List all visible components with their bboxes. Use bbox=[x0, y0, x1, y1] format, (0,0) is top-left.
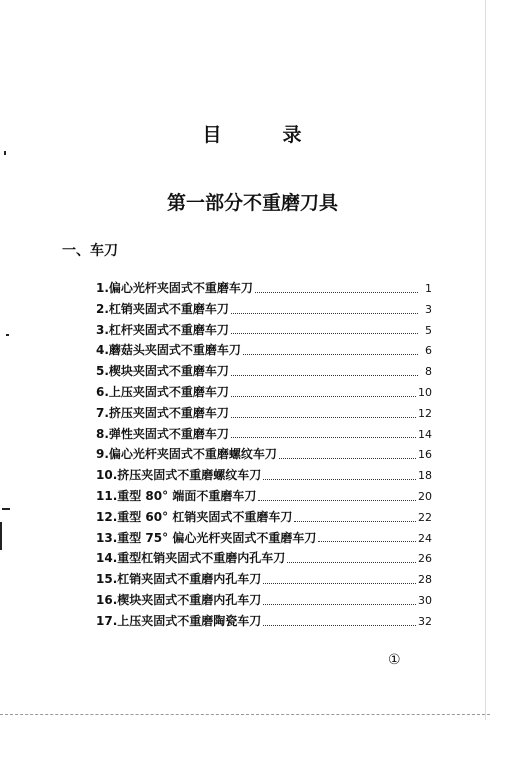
toc-leader-dots bbox=[263, 583, 416, 584]
toc-entry-page: 26 bbox=[418, 552, 432, 566]
toc-leader-dots bbox=[318, 541, 416, 542]
toc-leader-dots bbox=[243, 354, 418, 355]
toc-leader-dots bbox=[231, 417, 416, 418]
toc-leader-dots bbox=[231, 437, 416, 438]
toc-entry-label: 17.上压夹固式不重磨陶瓷车刀 bbox=[96, 613, 262, 628]
toc-entry-page: 3 bbox=[425, 302, 432, 316]
toc-entry-label: 9.偏心光杆夹固式不重磨螺纹车刀 bbox=[96, 447, 277, 462]
toc-entry-page: 8 bbox=[425, 365, 432, 379]
toc-entry-label: 1.偏心光杆夹固式不重磨车刀 bbox=[96, 281, 253, 295]
title-char-left: 目 bbox=[202, 124, 223, 146]
toc-entry-label: 2.杠销夹固式不重磨车刀 bbox=[96, 301, 229, 316]
scan-edge-right bbox=[485, 0, 486, 720]
page-number: ① bbox=[388, 652, 401, 668]
part-title: 第一部分不重磨刀具 bbox=[166, 192, 338, 214]
toc-entry-page: 18 bbox=[418, 469, 432, 483]
toc-entry-page: 10 bbox=[418, 385, 432, 399]
toc-entry-label: 13.重型 75° 偏心光杆夹固式不重磨车刀 bbox=[96, 530, 317, 545]
toc-leader-dots bbox=[258, 500, 416, 501]
toc-entry bbox=[96, 591, 432, 612]
toc-entry-label: 14.重型杠销夹固式不重磨内孔车刀 bbox=[96, 551, 286, 566]
toc-entry-label: 6.上压夹固式不重磨车刀 bbox=[96, 384, 229, 399]
scan-speck bbox=[4, 151, 6, 155]
toc-entry-label: 10.挤压夹固式不重磨螺纹车刀 bbox=[96, 468, 262, 483]
toc-entry bbox=[96, 321, 432, 342]
toc-entry bbox=[96, 362, 432, 383]
title-char-right: 录 bbox=[282, 124, 303, 146]
toc-entry-page: 6 bbox=[425, 344, 432, 358]
toc-entry-label: 3.杠杆夹固式不重磨车刀 bbox=[96, 322, 229, 337]
toc-entry-label: 11.重型 80° 端面不重磨车刀 bbox=[96, 488, 257, 503]
toc-entry-label: 8.弹性夹固式不重磨车刀 bbox=[96, 426, 229, 441]
toc-leader-dots bbox=[231, 396, 416, 397]
toc-entry bbox=[96, 404, 432, 425]
scan-edge-line bbox=[0, 714, 490, 715]
toc-leader-dots bbox=[255, 292, 418, 293]
toc-leader-dots bbox=[263, 479, 416, 480]
scan-speck bbox=[2, 508, 10, 510]
toc-leader-dots bbox=[231, 333, 418, 334]
toc-entry-page: 20 bbox=[418, 489, 432, 503]
table-of-contents bbox=[96, 279, 432, 633]
toc-entry-label: 16.楔块夹固式不重磨内孔车刀 bbox=[96, 592, 262, 607]
toc-leader-dots bbox=[263, 625, 416, 626]
toc-entry-page: 22 bbox=[418, 510, 432, 524]
toc-entry-label: 5.楔块夹固式不重磨车刀 bbox=[96, 364, 229, 379]
section-title: 一、车刀 bbox=[62, 243, 118, 259]
toc-entry-page: 1 bbox=[425, 282, 432, 295]
toc-leader-dots bbox=[263, 604, 416, 605]
toc-entry-label: 7.挤压夹固式不重磨车刀 bbox=[96, 405, 229, 420]
toc-entry bbox=[96, 612, 432, 633]
toc-entry bbox=[96, 487, 432, 508]
scan-edge-mark bbox=[0, 522, 2, 550]
toc-entry bbox=[96, 445, 432, 466]
toc-leader-dots bbox=[287, 562, 416, 563]
toc-entry-page: 32 bbox=[418, 614, 432, 628]
toc-leader-dots bbox=[279, 458, 416, 459]
page-title bbox=[0, 120, 505, 147]
toc-entry bbox=[96, 549, 432, 570]
toc-entry-page: 30 bbox=[418, 593, 432, 607]
toc-entry-label: 4.蘑菇头夹固式不重磨车刀 bbox=[96, 343, 241, 358]
toc-entry bbox=[96, 570, 432, 591]
toc-entry-page: 24 bbox=[418, 531, 432, 545]
toc-entry bbox=[96, 508, 432, 529]
toc-entry-page: 5 bbox=[425, 323, 432, 337]
toc-entry-page: 16 bbox=[418, 448, 432, 462]
toc-entry-label: 12.重型 60° 杠销夹固式不重磨车刀 bbox=[96, 509, 293, 524]
toc-leader-dots bbox=[294, 521, 416, 522]
scan-speck bbox=[6, 334, 9, 336]
toc-entry bbox=[96, 279, 432, 300]
toc-entry bbox=[96, 341, 432, 362]
toc-entry-page: 28 bbox=[418, 573, 432, 587]
toc-entry-label: 15.杠销夹固式不重磨内孔车刀 bbox=[96, 572, 262, 587]
toc-entry bbox=[96, 383, 432, 404]
toc-entry-page: 12 bbox=[418, 406, 432, 420]
toc-entry bbox=[96, 529, 432, 550]
toc-leader-dots bbox=[231, 313, 418, 314]
toc-entry bbox=[96, 300, 432, 321]
toc-leader-dots bbox=[231, 375, 418, 376]
toc-entry bbox=[96, 425, 432, 446]
toc-entry bbox=[96, 466, 432, 487]
toc-entry-page: 14 bbox=[418, 427, 432, 441]
